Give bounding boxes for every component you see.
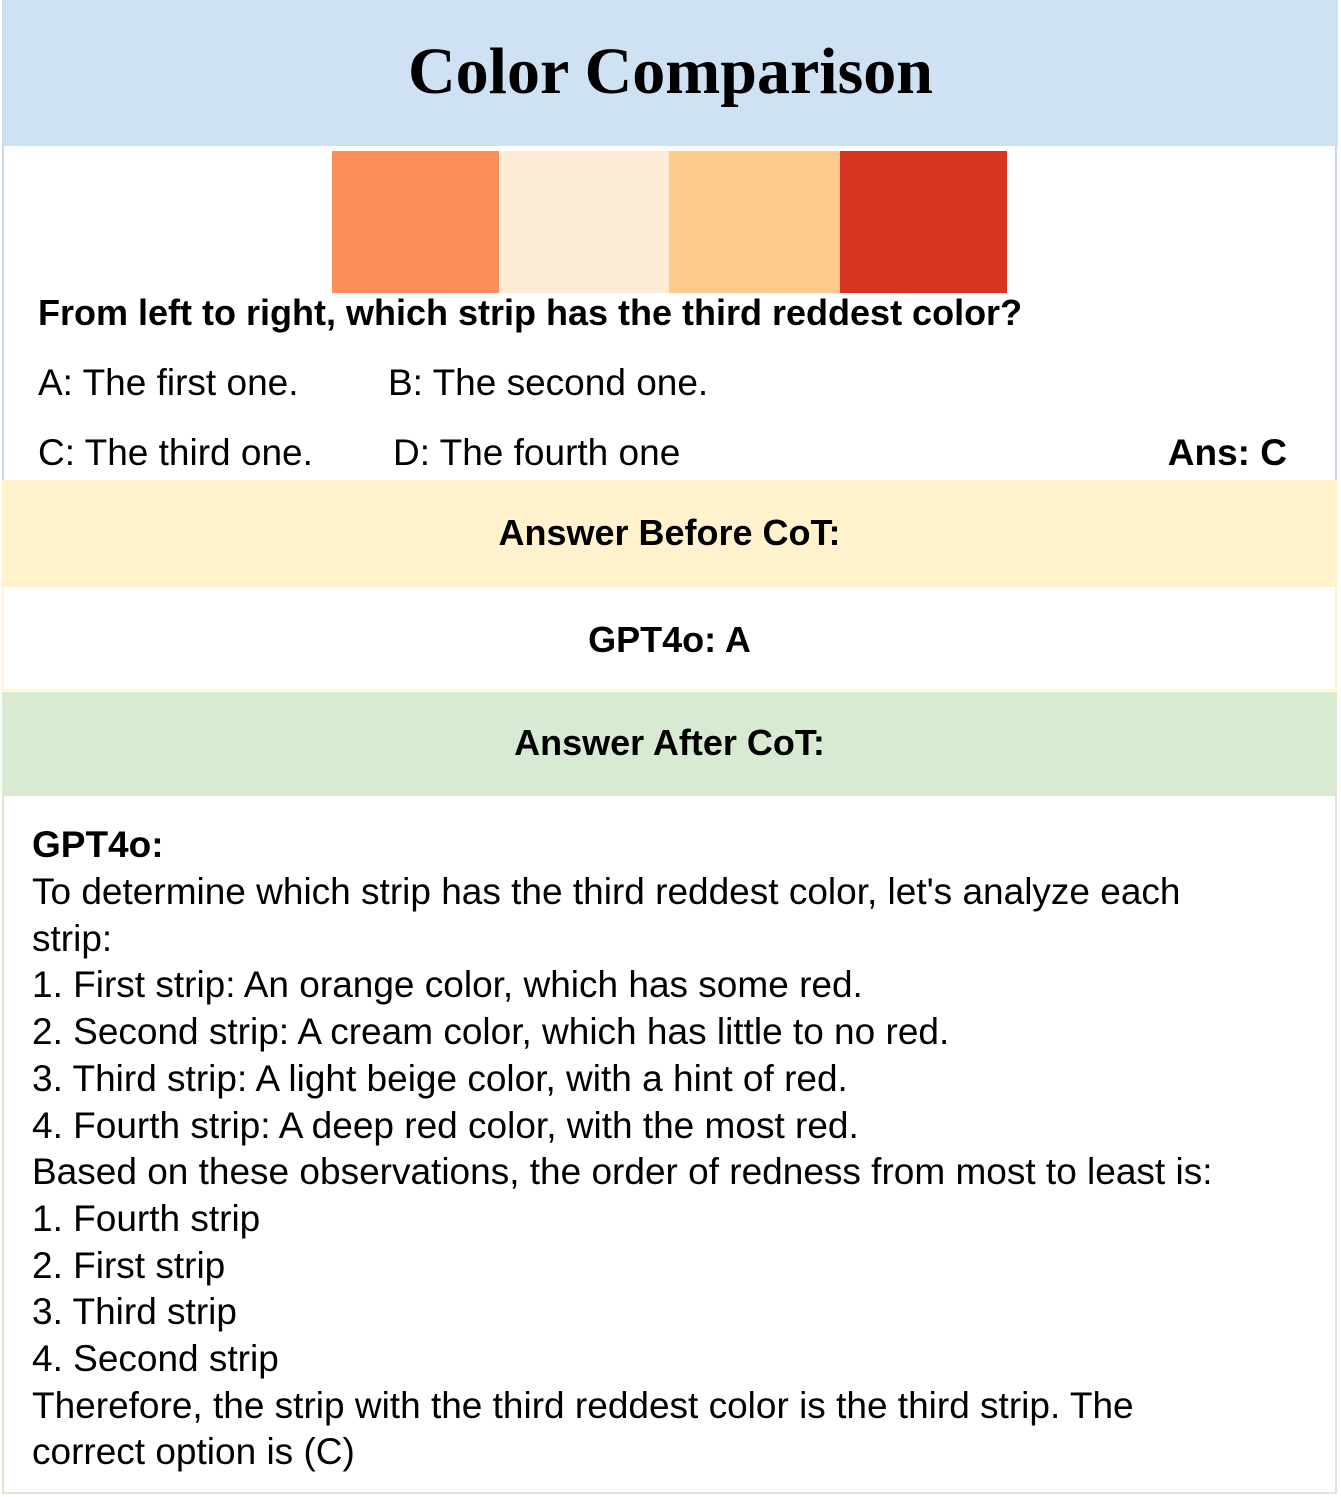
- correct-answer: Ans: C: [1167, 432, 1287, 473]
- before-cot-label: Answer Before CoT:: [498, 512, 841, 553]
- response-line: strip:: [32, 917, 113, 959]
- before-cot-response: GPT4o: A: [588, 619, 751, 660]
- before-cot-body: [2, 587, 1337, 691]
- response-line: 3. Third strip: A light beige color, with a hint of red.: [32, 1057, 848, 1099]
- color-strip-1: [332, 151, 499, 293]
- response-line: Therefore, the strip with the third reddest color is the third strip. The: [32, 1384, 1134, 1426]
- option-d: D: The fourth one: [393, 432, 681, 473]
- title-bar: [2, 0, 1338, 146]
- response-line: correct option is (C): [32, 1431, 355, 1473]
- after-cot-label: Answer After CoT:: [514, 722, 825, 763]
- response-line: 4. Fourth strip: A deep red color, with the most red.: [32, 1104, 859, 1146]
- response-line: 4. Second strip: [32, 1338, 279, 1380]
- response-line: 2. Second strip: A cream color, which has little to no red.: [32, 1011, 950, 1053]
- before-cot-header: [2, 480, 1337, 587]
- response-line: 3. Third strip: [32, 1291, 237, 1333]
- response-line: Based on these observations, the order of redness from most to least is:: [32, 1151, 1213, 1193]
- option-b: B: The second one.: [388, 362, 709, 403]
- option-c: C: The third one.: [38, 432, 313, 473]
- color-strip-3: [669, 151, 840, 293]
- response-line: 2. First strip: [32, 1244, 226, 1286]
- after-cot-model: GPT4o:: [32, 824, 164, 865]
- after-cot-header: [2, 692, 1337, 796]
- question-text: From left to right, which strip has the third reddest color?: [38, 292, 1023, 333]
- option-a: A: The first one.: [38, 362, 299, 403]
- after-cot-response: [32, 869, 1322, 1476]
- after-cot-body: [2, 796, 1337, 1494]
- page-title: Color Comparison: [408, 35, 933, 108]
- response-line: To determine which strip has the third reddest color, let's analyze each: [32, 871, 1181, 912]
- response-line: 1. Fourth strip: [32, 1197, 261, 1239]
- color-strip-4: [840, 151, 1007, 293]
- response-line: 1. First strip: An orange color, which has some red.: [32, 964, 863, 1006]
- color-strip-2: [499, 151, 669, 293]
